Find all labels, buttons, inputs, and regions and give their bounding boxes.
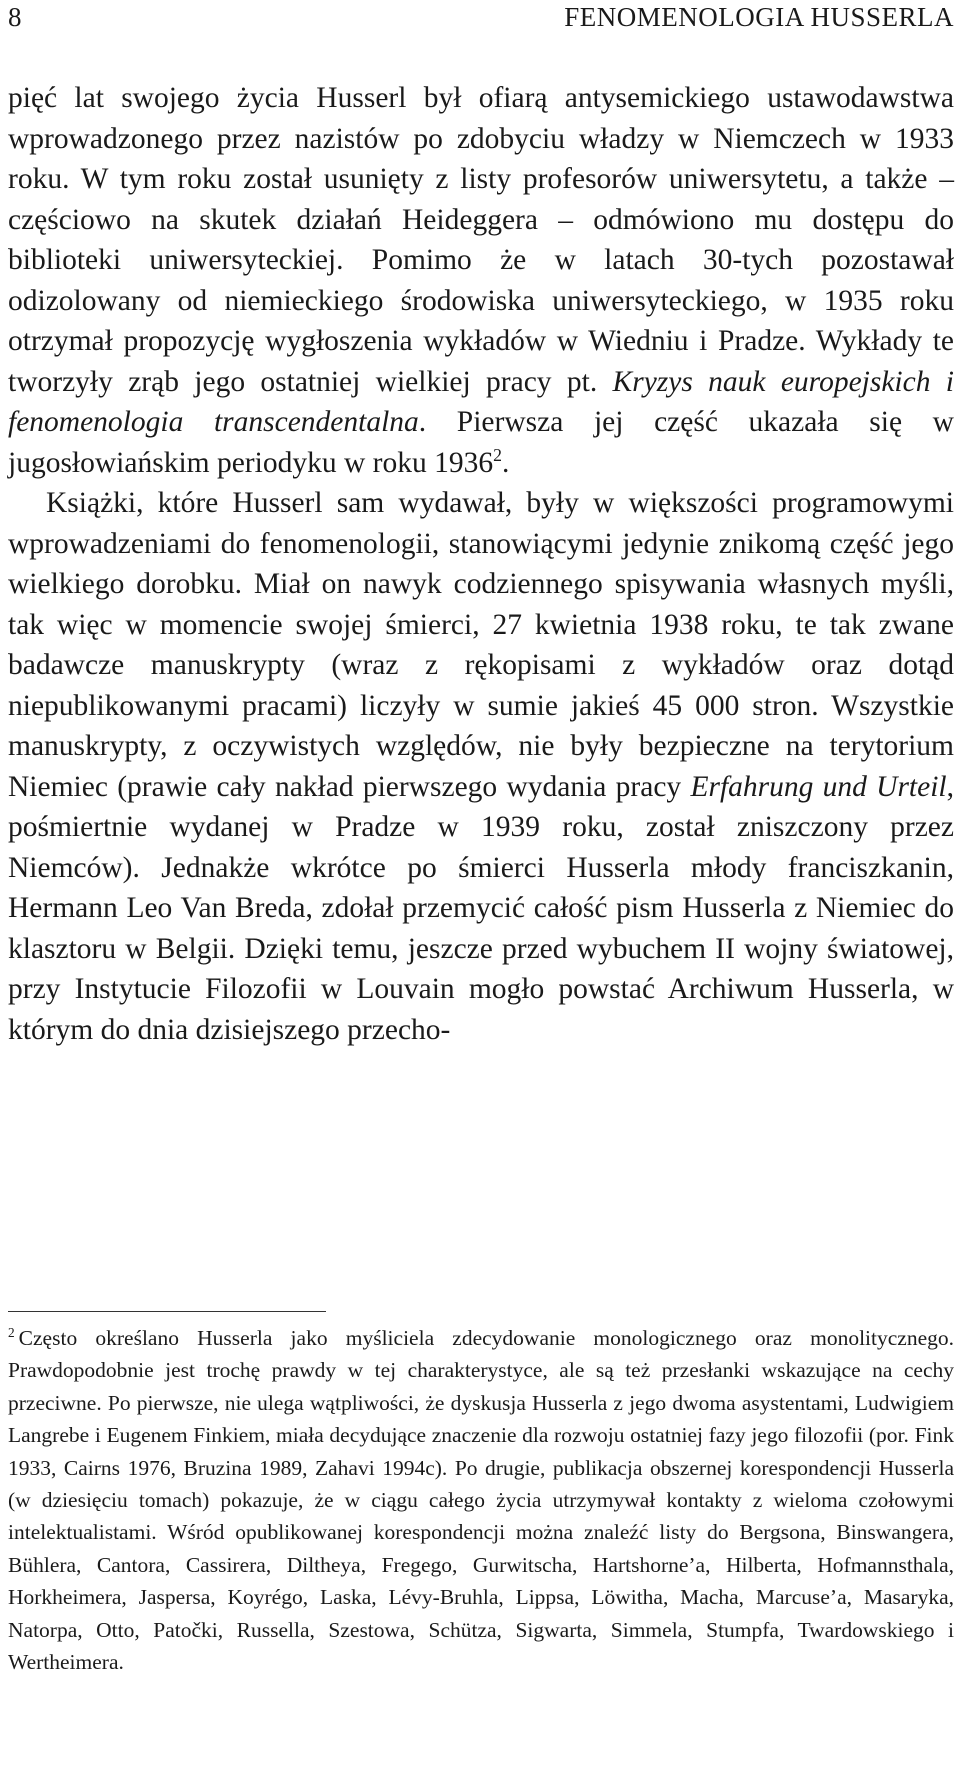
paragraph-1 bbox=[8, 78, 954, 483]
paragraph-2-text-b: , pośmiertnie wydanej w Pradze w 1939 roku, został zniszczony przez Niemców). Jednakże wkrótce po śmierci Husserla młody franciszkanin, Hermann Leo Van Breda, zdołał przemycić całość pism Husserla z Niemiec do klasztoru w Belgii. Dzięki temu, jeszcze przed wybuchem II wojny światowej, przy Instytucie Filozofii w Louvain mogło powstać Archiwum Husserla, w którym do dnia dzisiejszego przecho- bbox=[8, 770, 954, 1046]
paragraph-1-text-b: . Pierwsza jej część ukazała się w jugosłowiańskim periodyku w roku 1936 bbox=[8, 406, 954, 479]
paragraph-1-text-a: pięć lat swojego życia Husserl był ofiarą antysemickiego ustawodawstwa wprowadzonego przez nazistów po zdobyciu władzy w Niemczech w 1933 roku. W tym roku został usunięty z listy profesorów uniwersytetu, a także – częściowo na skutek działań Heideggera – odmówiono mu dostępu do biblioteki uniwersyteckiej. Pomimo że w latach 30-tych pozostawał odizolowany od niemieckiego środowiska uniwersyteckiego, w 1935 roku otrzymał propozycję wygłoszenia wykładów w Wiedniu i Pradze. Wykłady te tworzyły zrąb jego ostatniej wielkiej pracy pt. bbox=[8, 82, 954, 398]
footnote-reference[interactable]: 2 bbox=[493, 444, 502, 465]
book-title-kryzys: Kryzys nauk europejskich i fenomenologia transcendentalna bbox=[8, 365, 954, 438]
running-head bbox=[8, 0, 954, 34]
main-text bbox=[8, 78, 954, 1050]
page-number: 8 bbox=[8, 2, 22, 32]
paragraph-2 bbox=[8, 483, 954, 1050]
footnote-text: Często określano Husserla jako myśliciela zdecydowanie monologicznego oraz monolitycznego. Prawdopodobnie jest trochę prawdy w tej charakterystyce, ale są też przesłanki wskazujące na cechy przeciwne. Po pierwsze, nie ulega wątpliwości, że dyskusja Husserla z jego dwoma asystentami, Ludwigiem Langrebe i Eugenem Finkiem, miała decydujące znaczenie dla rozwoju ostatniej fazy jego filozofii (por. Fink 1933, Cairns 1976, Bruzina 1989, Zahavi 1994c). Po drugie, publikacja obszernej korespondencji Husserla (w dziesięciu tomach) pokazuje, że w ciągu całego życia utrzymywał kontakty z wieloma czołowymi intelektualistami. Wśród opublikowanej korespondencji można znaleźć listy do Bergsona, Binswangera, Bühlera, Cantora, Cassirera, Diltheya, Fregego, Gurwitscha, Hartshorne’a, Hilberta, Hofmannsthala, Horkheimera, Jaspersa, Koyrégo, Laska, Lévy-Bruhla, Lippsa, Löwitha, Macha, Marcuse’a, Masaryka, Natorpa, Otto, Patočki, Russella, Szestowa, Schütza, Sigwarta, Simmela, Stumpfa, Twardowskiego i Wertheimera. bbox=[8, 1326, 954, 1675]
paragraph-1-text-c: . bbox=[501, 446, 510, 479]
book-title-erfahrung: Erfahrung und Urteil bbox=[690, 770, 947, 803]
footnote bbox=[8, 1322, 954, 1678]
running-title: FENOMENOLOGIA HUSSERLA bbox=[564, 2, 954, 32]
book-page bbox=[8, 0, 954, 1772]
paragraph-2-text-a: Książki, które Husserl sam wydawał, były w większości programowymi wprowadzeniami do fenomenologii, stanowiącymi jedynie znikomą część jego wielkiego dorobku. Miał on nawyk codziennego spisywania własnych myśli, tak więc w momencie swojej śmierci, 27 kwietnia 1938 roku, te tak zwane badawcze manuskrypty (wraz z rękopisami z wykładów oraz dotąd niepublikowanymi pracami) liczyły w sumie jakieś 45 000 stron. Wszystkie manuskrypty, z oczywistych względów, nie były bezpieczne na terytorium Niemiec (prawie cały nakład pierwszego wydania pracy bbox=[8, 487, 954, 803]
footnote-2 bbox=[8, 1322, 954, 1678]
footnote-divider bbox=[8, 1311, 326, 1312]
footnote-number: 2 bbox=[8, 1324, 15, 1340]
